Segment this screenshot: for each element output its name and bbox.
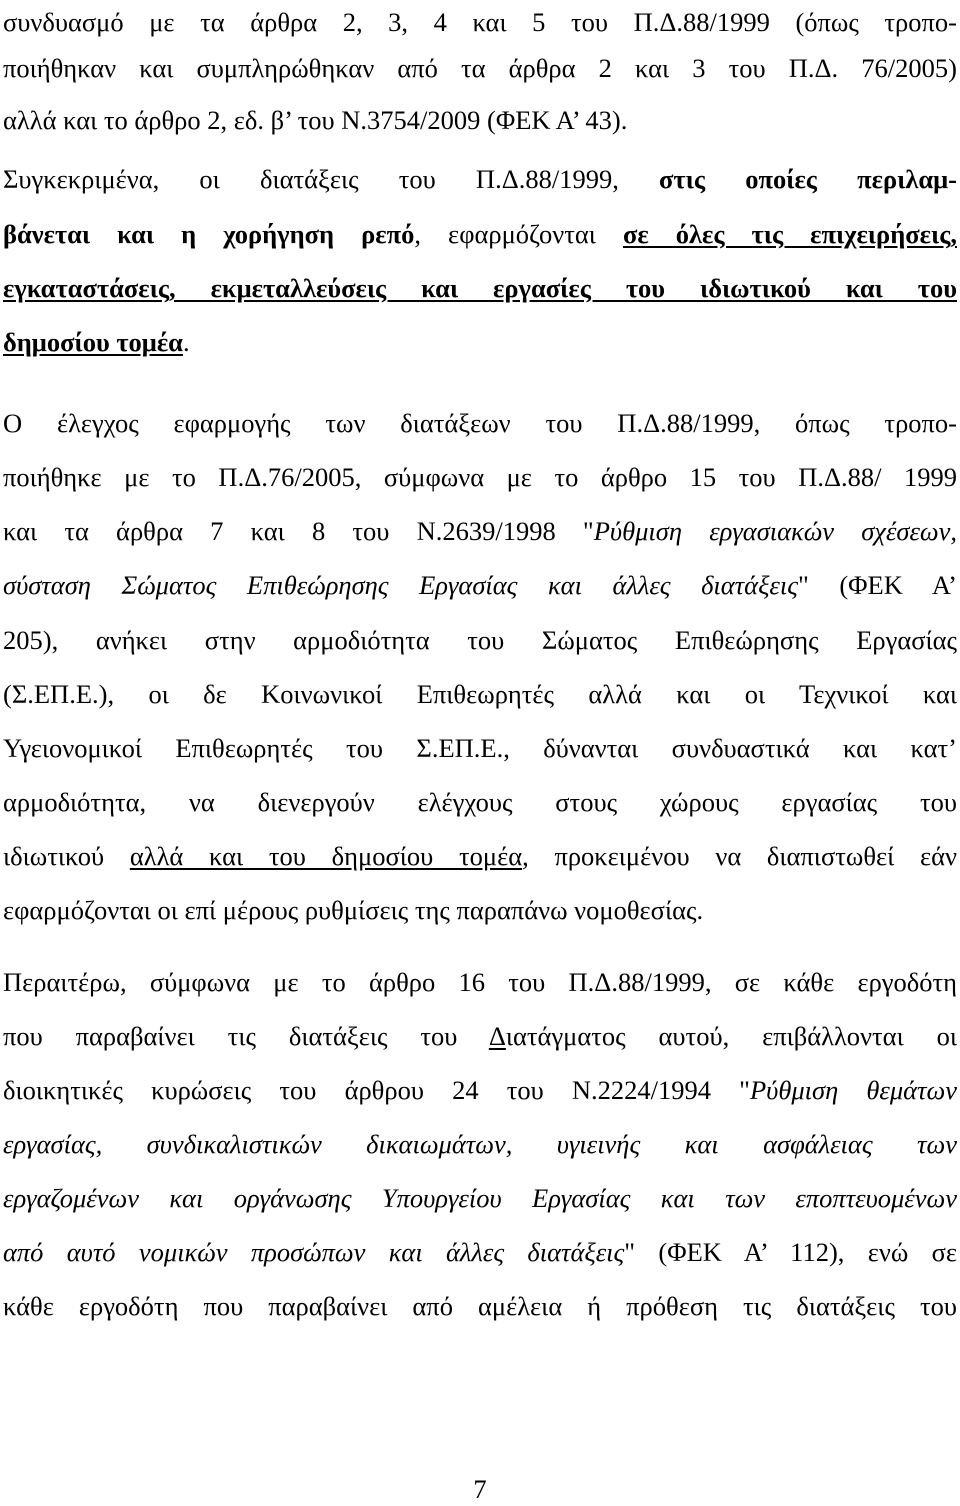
- text-segment: ποιήθηκαν και συμπληρώθηκαν από τα άρθρα 2 και 3 του Π.Δ. 76/2005): [3, 53, 957, 83]
- text-line: [3, 890, 957, 930]
- text-line: [3, 1070, 957, 1110]
- text-segment: .: [182, 327, 190, 357]
- text-segment: 205), ανήκει στην αρμοδιότητα του Σώματος Επιθεώρησης Εργασίας: [3, 625, 957, 655]
- text-segment: αλλά και του δημοσίου τομέα: [129, 841, 523, 871]
- text-line: [3, 962, 957, 1002]
- text-line: [3, 782, 957, 822]
- text-line: [3, 457, 957, 497]
- text-segment: κάθε εργοδότη που παραβαίνει από αμέλεια ή πρόθεση τις διατάξεις του: [3, 1291, 957, 1321]
- text-segment: σε όλες τις επιχειρήσεις,: [622, 219, 957, 249]
- text-segment: συνδυασμό με τα άρθρα 2, 3, 4 και 5 του Π.Δ.88/1999 (όπως τροπο-: [3, 7, 957, 37]
- text-segment: " (ΦΕΚ Α’ 112), ενώ σε: [624, 1237, 957, 1267]
- text-segment: εργαζομένων και οργάνωσης Υπουργείου Εργασίας και των εποπτευομένων: [3, 1183, 957, 1213]
- text-segment: ιδιωτικού: [3, 841, 130, 871]
- text-line: [3, 159, 957, 199]
- text-segment: βάνεται και η χορήγηση ρεπό: [3, 219, 415, 249]
- text-segment: εφαρμόζονται οι επί μέρους ρυθμίσεις της παραπάνω νομοθεσίας.: [3, 895, 704, 925]
- text-line: [3, 1124, 957, 1164]
- text-segment: , εφαρμόζονται: [414, 219, 623, 249]
- text-line: [3, 403, 957, 443]
- text-line: [3, 2, 957, 42]
- text-line: [3, 1016, 957, 1056]
- text-line: [3, 1286, 957, 1326]
- text-line: [3, 728, 957, 768]
- page-number: 7: [473, 1474, 487, 1504]
- text-line: [3, 565, 957, 605]
- text-line: [3, 268, 957, 308]
- text-line: [3, 100, 957, 140]
- text-line: [3, 214, 957, 254]
- text-line: [3, 620, 957, 660]
- text-segment: και τα άρθρα 7 και 8 του Ν.2639/1998 ": [3, 516, 594, 546]
- text-segment: από αυτό νομικών προσώπων και άλλες διατάξεις: [3, 1237, 625, 1267]
- text-segment: που παραβαίνει τις διατάξεις του: [3, 1021, 489, 1051]
- text-line: [3, 48, 957, 88]
- text-segment: διοικητικές κυρώσεις του άρθρου 24 του Ν.2224/1994 ": [3, 1075, 750, 1105]
- text-segment: Ο έλεγχος εφαρμογής των διατάξεων του Π.Δ.88/1999, όπως τροπο-: [3, 408, 957, 438]
- text-segment: εγκαταστάσεις, εκμεταλλεύσεις και εργασίες του ιδιωτικού και του: [3, 273, 957, 303]
- text-segment: εργασίας, συνδικαλιστικών δικαιωμάτων, υγιεινής και ασφάλειας των: [3, 1129, 957, 1159]
- text-segment: (Σ.ΕΠ.Ε.), οι δε Κοινωνικοί Επιθεωρητές αλλά και οι Τεχνικοί και: [3, 679, 957, 709]
- text-line: [3, 1178, 957, 1218]
- text-segment: ποιήθηκε με το Π.Δ.76/2005, σύμφωνα με το άρθρο 15 του Π.Δ.88/ 1999: [3, 462, 957, 492]
- text-line: [3, 674, 957, 714]
- text-segment: " (ΦΕΚ Α’: [797, 570, 957, 600]
- text-segment: Υγειονομικοί Επιθεωρητές του Σ.ΕΠ.Ε., δύνανται συνδυαστικά και κατ’: [3, 733, 957, 763]
- text-segment: Ρύθμιση εργασιακών σχέσεων,: [593, 516, 957, 546]
- text-segment: δημοσίου τομέα: [3, 327, 183, 357]
- text-segment: Περαιτέρω, σύμφωνα με το άρθρο 16 του Π.Δ.88/1999, σε κάθε εργοδότη: [3, 967, 957, 997]
- text-segment: , προκειμένου να διαπιστωθεί εάν: [522, 841, 957, 871]
- text-segment: αλλά και το άρθρο 2, εδ. β’ του Ν.3754/2009 (ΦΕΚ Α’ 43).: [3, 105, 628, 135]
- text-segment: σύσταση Σώματος Επιθεώρησης Εργασίας και άλλες διατάξεις: [3, 570, 798, 600]
- text-segment: ιατάγματος αυτού, επιβάλλονται οι: [505, 1021, 957, 1051]
- text-line: [3, 511, 957, 551]
- text-segment: στις οποίες περιλαμ-: [659, 164, 958, 194]
- text-segment: αρμοδιότητα, να διενεργούν ελέγχους στους χώρους εργασίας του: [3, 787, 957, 817]
- text-segment: Ρύθμιση θεμάτων: [749, 1075, 957, 1105]
- text-line: [3, 1232, 957, 1272]
- text-segment: Δ: [488, 1021, 506, 1051]
- text-segment: Συγκεκριμένα, οι διατάξεις του Π.Δ.88/1999,: [3, 164, 660, 194]
- text-line: [3, 322, 957, 362]
- text-line: [3, 836, 957, 876]
